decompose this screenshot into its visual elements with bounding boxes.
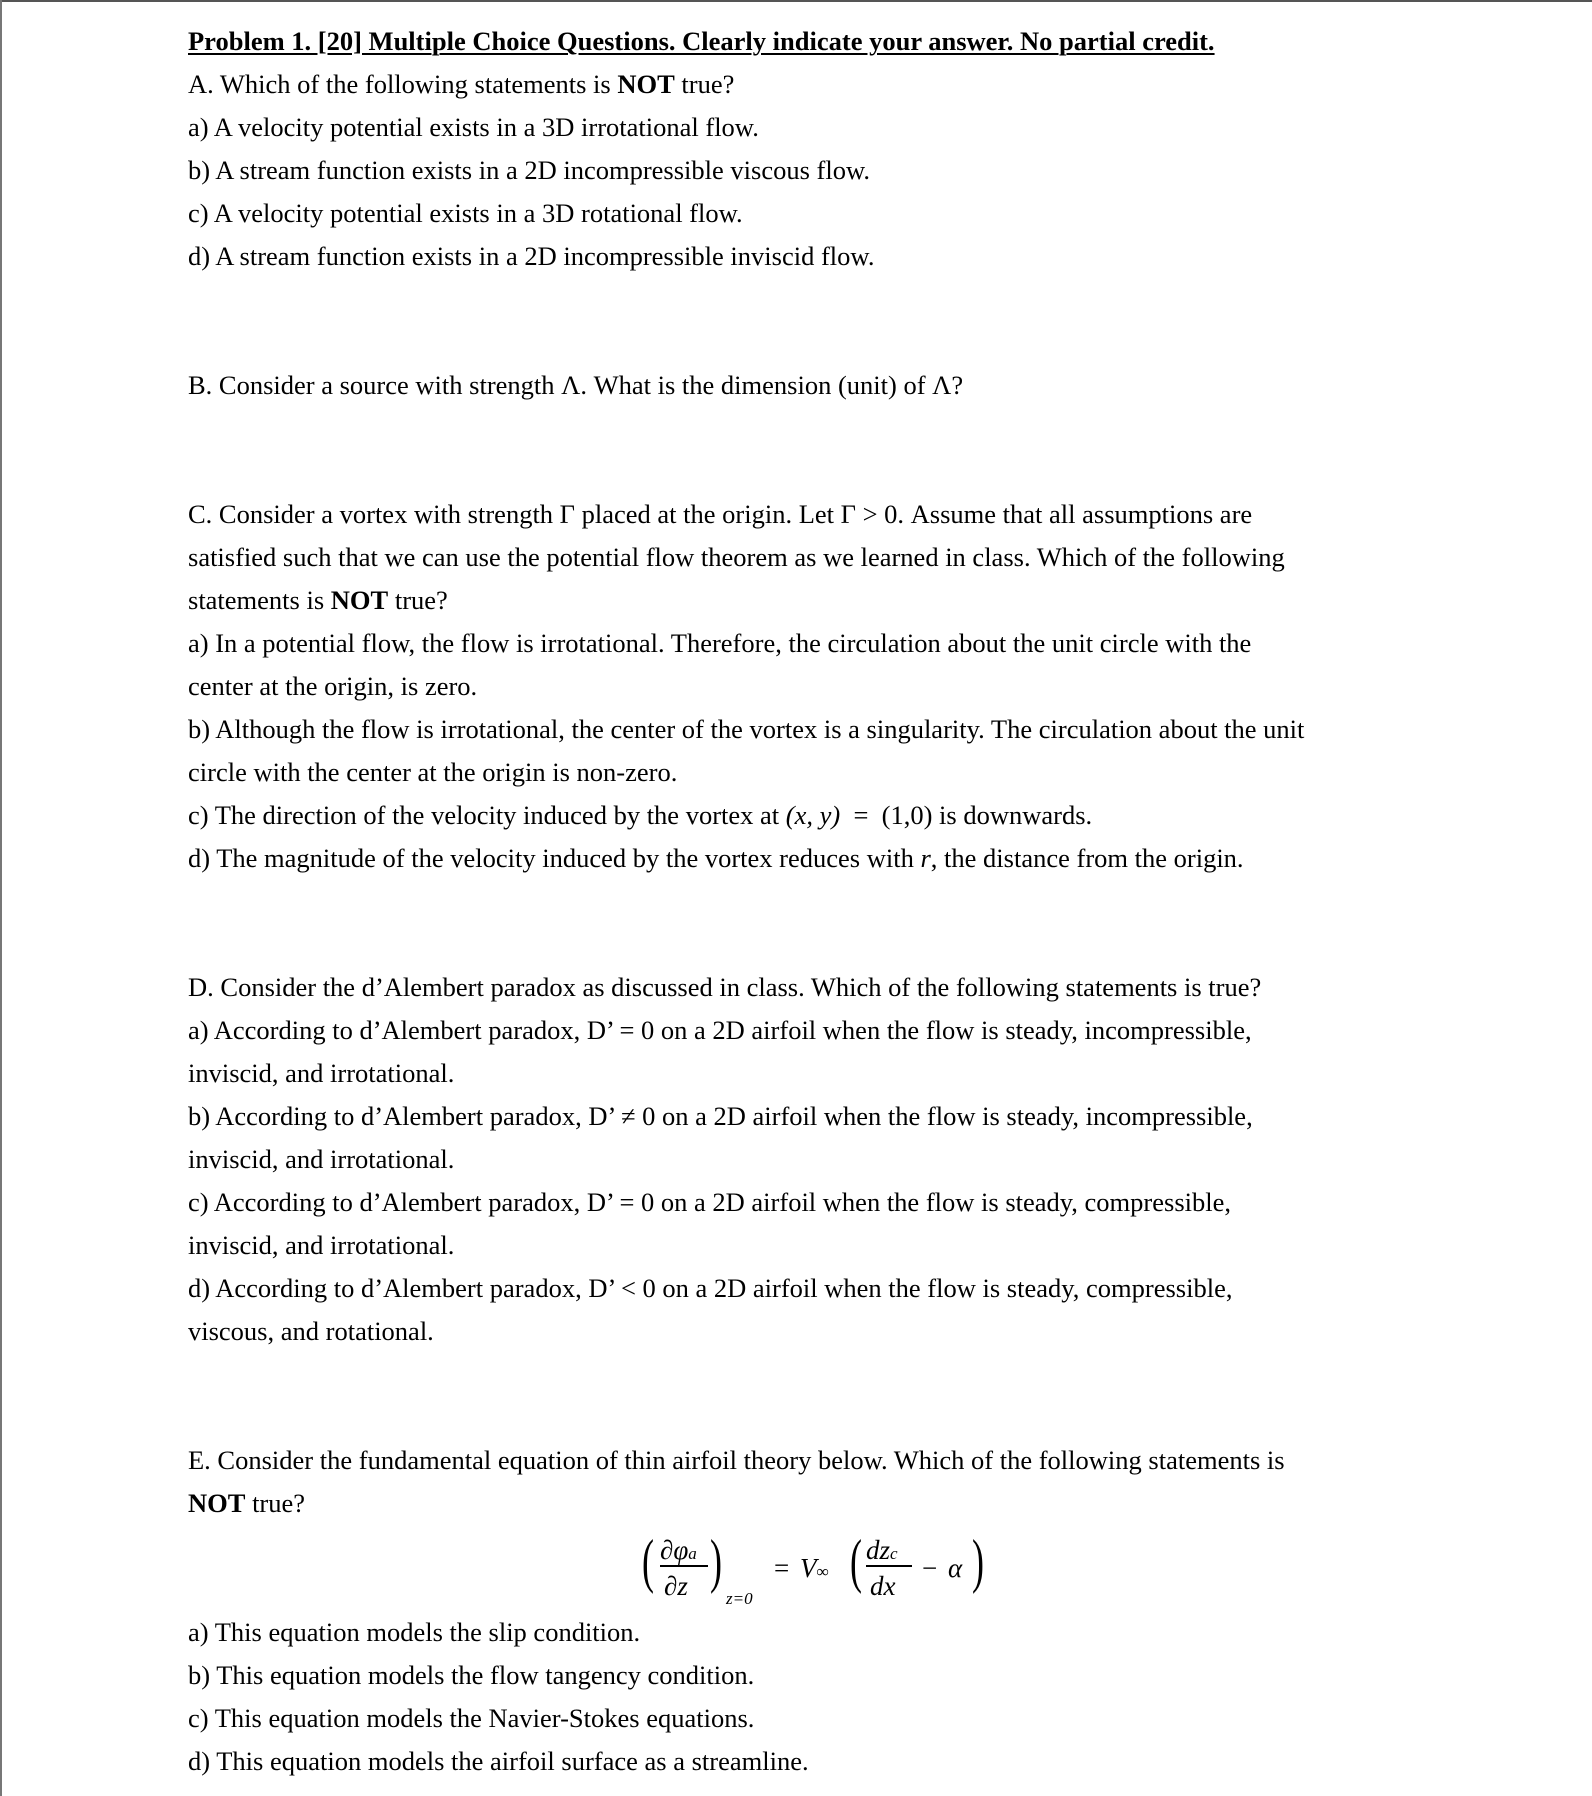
question-a-prompt: A. Which of the following statements is NOT true?	[188, 69, 735, 99]
question-a	[188, 63, 1428, 278]
question-c-prompt-line2: satisfied such that we can use the potential flow theorem as we learned in class. Which of the following	[188, 542, 1285, 572]
question-c-prompt-line3: statements is NOT true?	[188, 585, 448, 615]
question-c-option-b-line2: circle with the center at the origin is non-zero.	[188, 757, 678, 787]
minus-sign: −	[922, 1553, 938, 1583]
question-a-option-d: d) A stream function exists in a 2D incompressible inviscid flow.	[188, 241, 875, 271]
answer-space-d	[188, 1353, 1428, 1439]
question-d-option-a-line2: inviscid, and irrotational.	[188, 1058, 455, 1088]
equals-sign: =	[774, 1553, 790, 1583]
equation-body	[638, 1529, 998, 1609]
answer-space-b	[188, 407, 1428, 493]
question-c-option-a-line2: center at the origin, is zero.	[188, 671, 478, 701]
page-left-border	[0, 0, 2, 1796]
question-e-option-d: d) This equation models the airfoil surface as a streamline.	[188, 1746, 809, 1776]
rhs-denominator: dx	[870, 1571, 896, 1601]
question-d-option-b-line1: b) According to d’Alembert paradox, D’ ≠ 0 on a 2D airfoil when the flow is steady, incompressible,	[188, 1101, 1253, 1131]
question-d-prompt: D. Consider the d’Alembert paradox as discussed in class. Which of the following statements is true?	[188, 972, 1262, 1002]
question-e-prompt-line1: E. Consider the fundamental equation of thin airfoil theory below. Which of the following statements is	[188, 1445, 1285, 1475]
rhs-numerator: dzc	[866, 1535, 898, 1565]
question-a-option-a: a) A velocity potential exists in a 3D irrotational flow.	[188, 112, 759, 142]
question-d-option-b-line2: inviscid, and irrotational.	[188, 1144, 455, 1174]
rhs-close-paren: )	[971, 1528, 984, 1594]
question-c-option-c: c) The direction of the velocity induced by the vortex at (x, y) = (1,0) is downwards.	[188, 800, 1093, 830]
freestream-velocity: V∞	[800, 1553, 829, 1583]
question-b-prompt: B. Consider a source with strength Λ. What is the dimension (unit) of Λ?	[188, 370, 964, 400]
question-a-option-b: b) A stream function exists in a 2D incompressible viscous flow.	[188, 155, 871, 185]
question-d-option-d-line1: d) According to d’Alembert paradox, D’ < 0 on a 2D airfoil when the flow is steady, compressible,	[188, 1273, 1233, 1303]
page-top-border	[0, 0, 1592, 2]
thin-airfoil-equation	[188, 1525, 1428, 1611]
question-d-option-a-line1: a) According to d’Alembert paradox, D’ = 0 on a 2D airfoil when the flow is steady, incompressible,	[188, 1015, 1252, 1045]
lhs-numerator: ∂φa	[660, 1535, 697, 1565]
question-d-option-c-line2: inviscid, and irrotational.	[188, 1230, 455, 1260]
question-e-option-b: b) This equation models the flow tangency condition.	[188, 1660, 755, 1690]
question-e	[188, 1439, 1428, 1783]
lhs-close-paren: )	[709, 1528, 722, 1594]
question-c-option-b-line1: b) Although the flow is irrotational, the center of the vortex is a singularity. The circulation about the unit	[188, 714, 1305, 744]
question-e-option-a: a) This equation models the slip condition.	[188, 1617, 641, 1647]
question-d	[188, 966, 1428, 1353]
question-d-option-d-line2: viscous, and rotational.	[188, 1316, 434, 1346]
rhs-open-paren: (	[849, 1528, 862, 1594]
question-c-option-d: d) The magnitude of the velocity induced by the vortex reduces with r, the distance from the origin.	[188, 843, 1244, 873]
lhs-denominator: ∂z	[664, 1571, 688, 1601]
question-e-prompt-line2: NOT true?	[188, 1488, 306, 1518]
lhs-evaluation: z=0	[726, 1589, 753, 1608]
question-a-option-c: c) A velocity potential exists in a 3D rotational flow.	[188, 198, 743, 228]
problem-heading: Problem 1. [20] Multiple Choice Questions. Clearly indicate your answer. No partial credit.	[188, 26, 1215, 56]
question-c-option-a-line1: a) In a potential flow, the flow is irrotational. Therefore, the circulation about the unit circle with the	[188, 628, 1252, 658]
question-e-option-c: c) This equation models the Navier-Stokes equations.	[188, 1703, 755, 1733]
question-b	[188, 364, 1428, 407]
question-c-prompt-line1: C. Consider a vortex with strength Γ placed at the origin. Let Γ > 0. Assume that all assumptions are	[188, 499, 1253, 529]
angle-of-attack: α	[948, 1553, 963, 1583]
answer-space-c	[188, 880, 1428, 966]
question-c	[188, 493, 1428, 880]
lhs-open-paren: (	[641, 1528, 654, 1594]
question-d-option-c-line1: c) According to d’Alembert paradox, D’ = 0 on a 2D airfoil when the flow is steady, compressible,	[188, 1187, 1231, 1217]
document-page	[188, 20, 1428, 1783]
answer-space-a	[188, 278, 1428, 364]
